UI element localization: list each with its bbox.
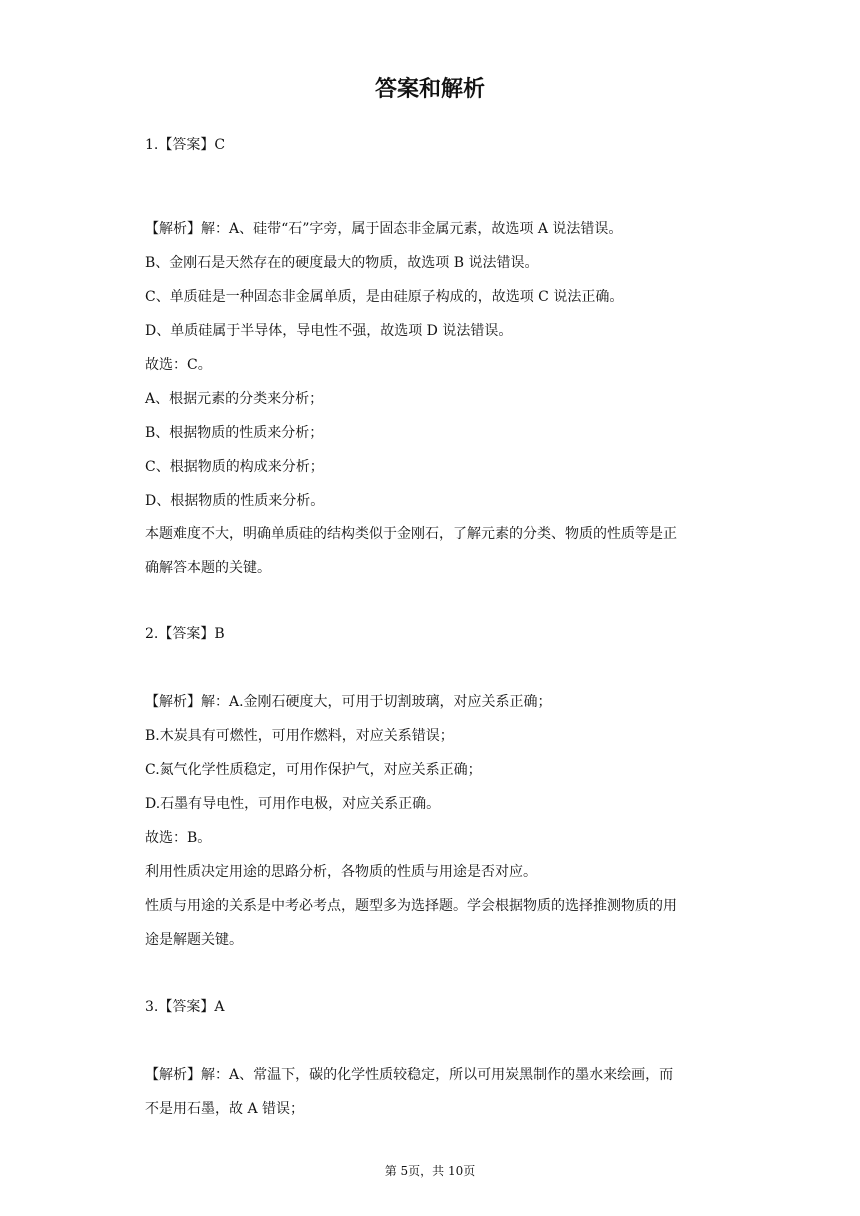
analysis-line: C、根据物质的构成来分析； bbox=[145, 459, 324, 475]
analysis-line: D.石墨有导电性，可用作电极，对应关系正确。 bbox=[145, 796, 441, 812]
analysis-line: B、金刚石是天然存在的硬度最大的物质，故选项 B 说法错误。 bbox=[145, 255, 539, 271]
answer-heading-3: 3.【答案】A bbox=[145, 999, 225, 1015]
analysis-line: B.木炭具有可燃性，可用作燃料，对应关系错误； bbox=[145, 728, 454, 744]
page-title: 答案和解析 bbox=[374, 77, 485, 102]
analysis-line: 不是用石墨，故 A 错误； bbox=[145, 1101, 305, 1117]
analysis-line: A、根据元素的分类来分析； bbox=[145, 391, 324, 407]
answer-heading-1: 1.【答案】C bbox=[145, 137, 226, 153]
page-footer: 第 5页，共 10页 bbox=[384, 1164, 476, 1178]
analysis-line: D、单质硅属于半导体，导电性不强，故选项 D 说法错误。 bbox=[145, 323, 513, 339]
analysis-line: D、根据物质的性质来分析。 bbox=[145, 493, 325, 509]
analysis-line: 【解析】解：A.金刚石硬度大，可用于切割玻璃，对应关系正确； bbox=[145, 694, 552, 710]
analysis-line: 途是解题关键。 bbox=[145, 932, 243, 948]
analysis-line: 【解析】解：A、硅带“石”字旁，属于固态非金属元素，故选项 A 说法错误。 bbox=[145, 221, 623, 237]
analysis-line: 【解析】解：A、常温下，碳的化学性质较稳定，所以可用炭黑制作的墨水来绘画，而 bbox=[145, 1067, 674, 1083]
analysis-line: 故选：B。 bbox=[145, 830, 212, 846]
answer-heading-2: 2.【答案】B bbox=[145, 626, 225, 642]
analysis-line: 性质与用途的关系是中考必考点，题型多为选择题。学会根据物质的选择推测物质的用 bbox=[145, 898, 677, 914]
analysis-line: C.氮气化学性质稳定，可用作保护气，对应关系正确； bbox=[145, 762, 482, 778]
analysis-line: 本题难度不大，明确单质硅的结构类似于金刚石，了解元素的分类、物质的性质等是正 bbox=[145, 526, 677, 542]
analysis-line: 确解答本题的关键。 bbox=[145, 560, 271, 576]
analysis-line: B、根据物质的性质来分析； bbox=[145, 425, 324, 441]
analysis-line: 利用性质决定用途的思路分析，各物质的性质与用途是否对应。 bbox=[145, 864, 537, 880]
analysis-line: C、单质硅是一种固态非金属单质，是由硅原子构成的，故选项 C 说法正确。 bbox=[145, 289, 624, 305]
analysis-line: 故选：C。 bbox=[145, 357, 212, 373]
